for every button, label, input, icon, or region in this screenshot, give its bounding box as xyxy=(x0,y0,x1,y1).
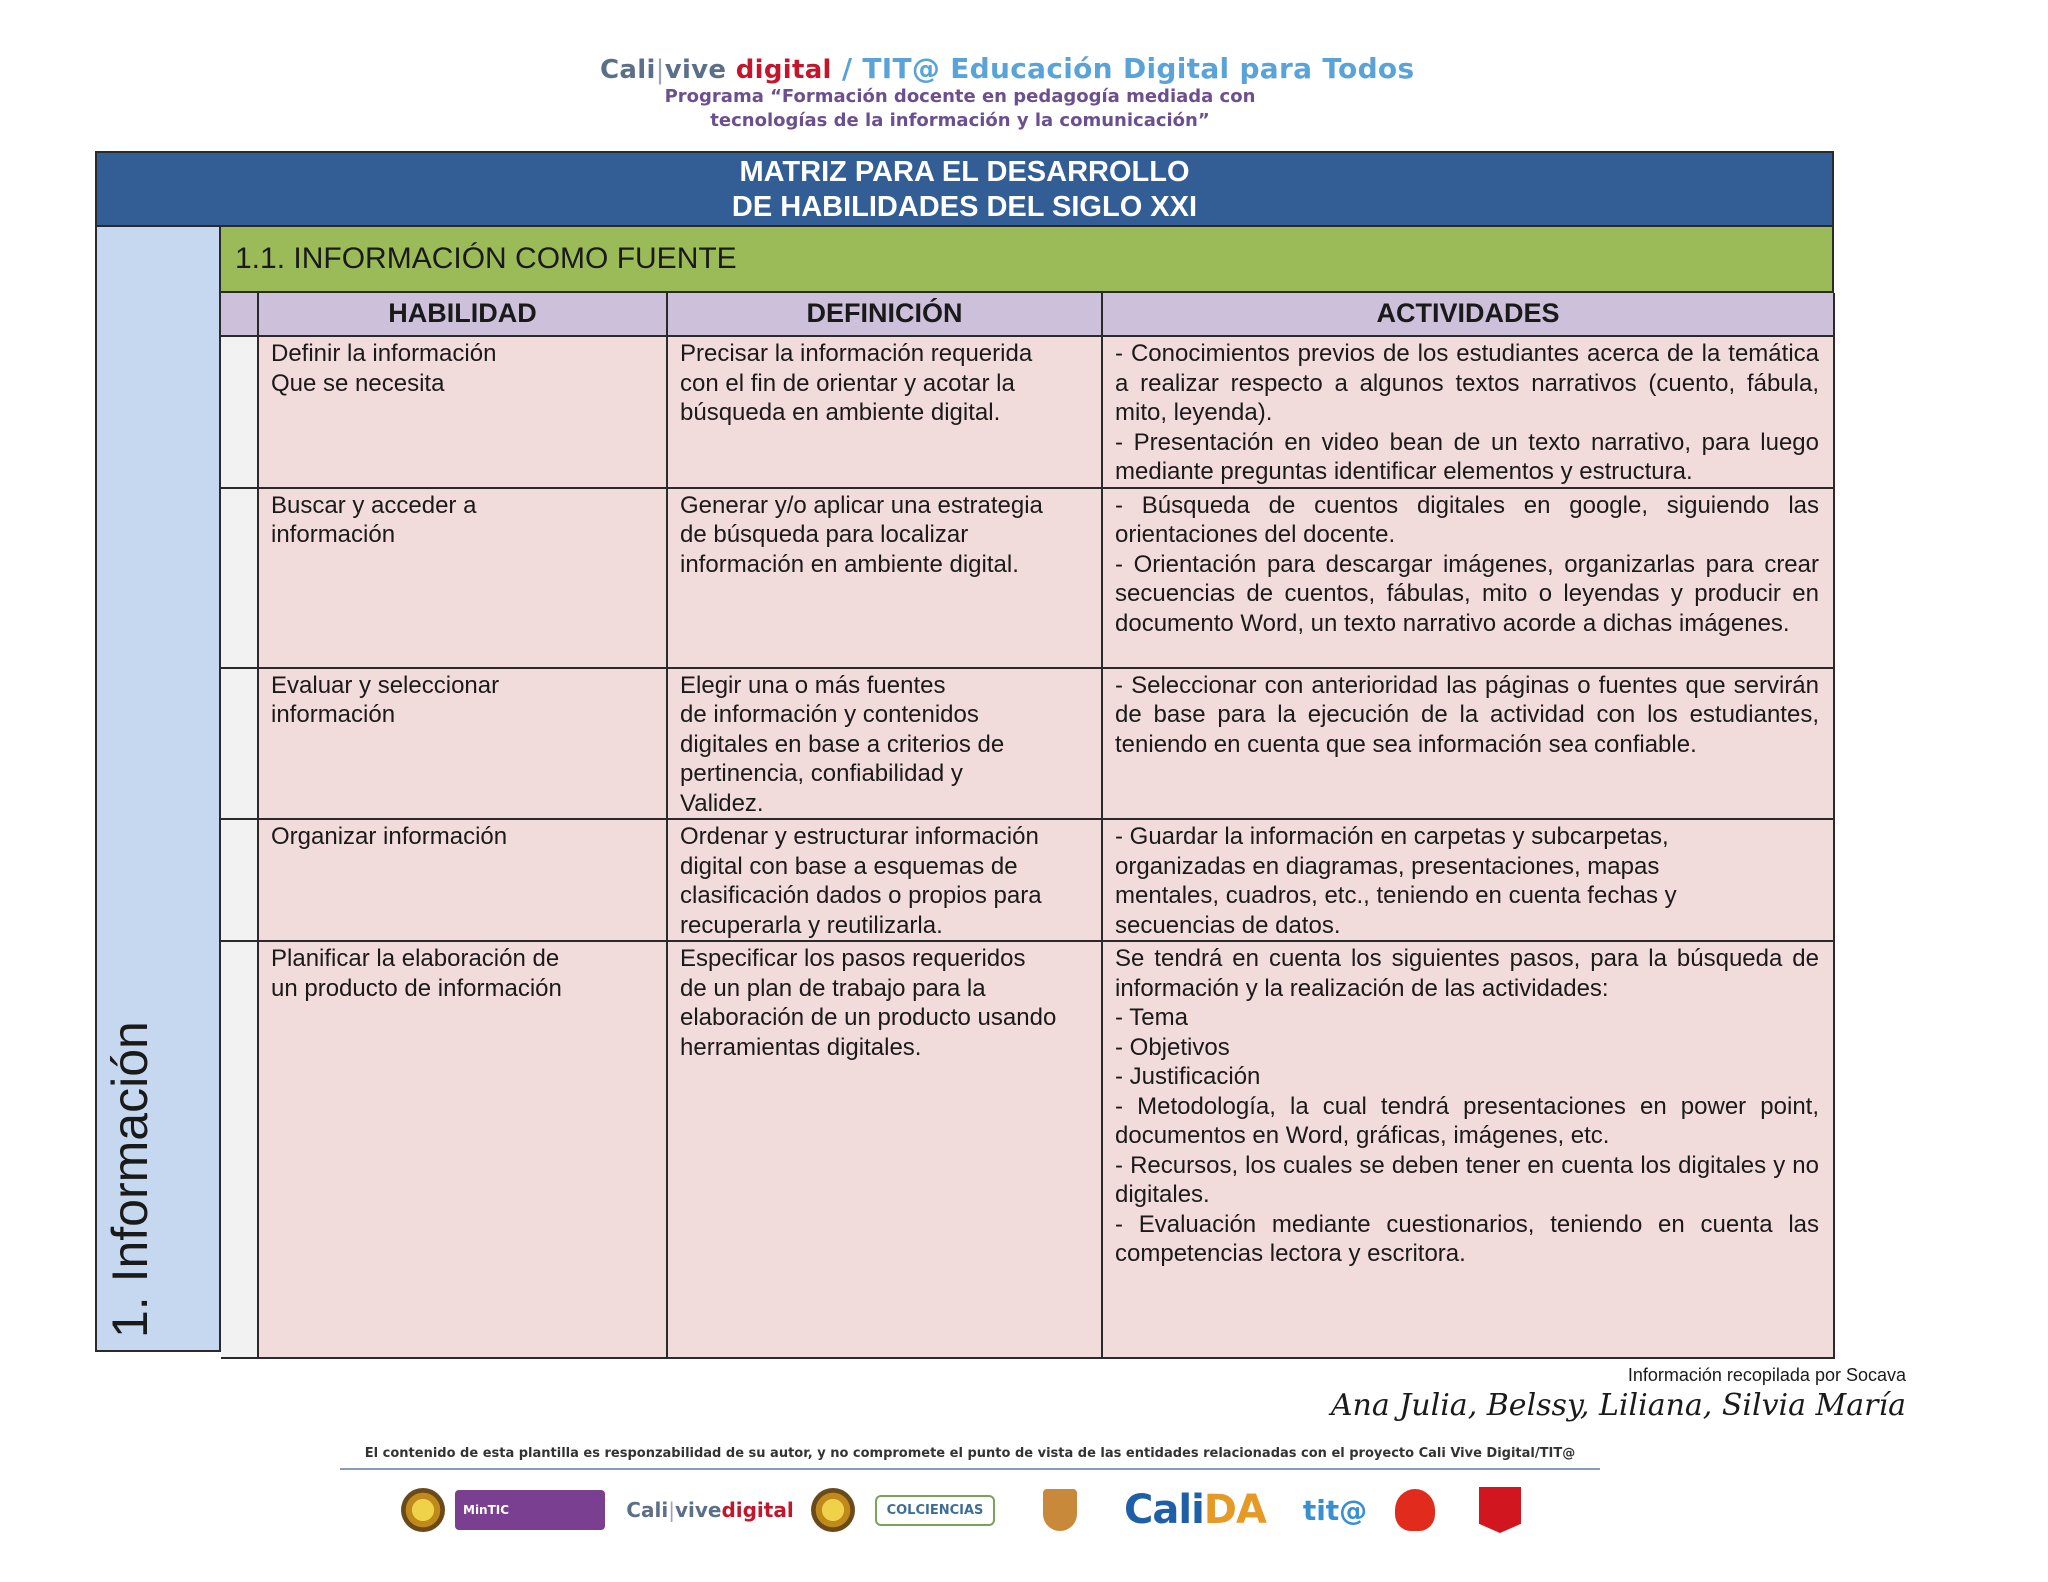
definicion-cell-line: digital con base a esquemas de xyxy=(680,852,1018,880)
table-header-row xyxy=(221,293,1834,336)
definicion-cell-line: herramientas digitales. xyxy=(680,1033,922,1061)
actividades-cell-line: - Búsqueda de cuentos digitales en google, siguiendo las orientaciones del docente. xyxy=(1115,491,1819,548)
section-heading: 1.1. INFORMACIÓN COMO FUENTE xyxy=(221,227,1832,293)
table-row xyxy=(221,941,1834,1358)
actividades-cell xyxy=(1102,819,1834,941)
habilidad-cell-line: Organizar información xyxy=(271,823,508,850)
actividades-cell-line: - Evaluación mediante cuestionarios, teniendo en cuenta las competencias lectora y escritora. xyxy=(1115,1210,1819,1267)
habilidad-cell-line: información xyxy=(271,521,396,548)
program-line-2: tecnologías de la información y la comunicación” xyxy=(710,110,1210,131)
definicion-cell-line: Especificar los pasos requeridos xyxy=(680,945,1026,972)
colciencias-logo xyxy=(860,1480,1010,1540)
definicion-cell-line: de un plan de trabajo para la xyxy=(680,974,986,1002)
actividades-cell-line: mentales, cuadros, etc., teniendo en cuenta fechas y xyxy=(1115,882,1677,909)
table-row xyxy=(221,336,1834,488)
table-row xyxy=(221,668,1834,820)
actividades-cell-line: - Presentación en video bean de un texto narrativo, para luego mediante preguntas identificar elementos y estructura. xyxy=(1115,428,1819,485)
santiago-de-cali-shield-icon xyxy=(1030,1480,1090,1540)
side-category-label: 1. Información xyxy=(102,1021,158,1338)
definicion-cell xyxy=(667,488,1102,668)
column-header-definicion: DEFINICIÓN xyxy=(667,293,1102,336)
brand-digital: digital xyxy=(735,55,832,85)
brand-cali: Cali xyxy=(600,55,656,85)
definicion-cell-line: con el fin de orientar y acotar la xyxy=(680,369,1015,397)
footer-divider xyxy=(340,1468,1600,1470)
habilidad-cell-line: un producto de información xyxy=(271,974,562,1002)
habilidad-cell-line: Planificar la elaboración de xyxy=(271,945,560,972)
header-spacer-cell xyxy=(221,293,258,336)
definicion-cell xyxy=(667,336,1102,488)
table-row xyxy=(221,488,1834,668)
tit-logo xyxy=(1300,1480,1370,1540)
habilidad-cell xyxy=(258,488,667,668)
actividades-cell xyxy=(1102,941,1834,1358)
actividades-cell-line: - Objetivos xyxy=(1115,1033,1230,1061)
definicion-cell-line: Precisar la información requerida xyxy=(680,340,1033,367)
actividades-cell-line: organizadas en diagramas, presentaciones, mapas xyxy=(1115,852,1660,880)
brand-tit: / TIT@ Educación Digital para Todos xyxy=(831,52,1415,85)
actividades-cell xyxy=(1102,336,1834,488)
habilidad-cell xyxy=(258,819,667,941)
definicion-cell-line: Ordenar y estructurar información xyxy=(680,823,1039,850)
definicion-cell-line: Validez. xyxy=(680,789,764,817)
row-spacer-cell xyxy=(221,336,258,488)
authors-signature: Ana Julia, Belssy, Liliana, Silvia María xyxy=(1330,1388,1906,1423)
actividades-cell-line: - Guardar la información en carpetas y subcarpetas, xyxy=(1115,823,1669,850)
actividades-cell-line: secuencias de datos. xyxy=(1115,911,1341,939)
calivive-digital: digital xyxy=(721,1498,794,1522)
matrix-title-line-1: MATRIZ PARA EL DESARROLLO xyxy=(739,156,1190,188)
skills-matrix xyxy=(95,151,1834,1352)
habilidad-cell-line: información xyxy=(271,701,396,728)
definicion-cell-line: digitales en base a criterios de xyxy=(680,730,1005,758)
calida-da: DA xyxy=(1203,1487,1266,1533)
actividades-cell-line: - Seleccionar con anterioridad las páginas o fuentes que servirán de base para la ejecución de la actividad con los estudiantes, teniendo en cuenta que sea información sea confiable. xyxy=(1115,671,1819,758)
footer-disclaimer: El contenido de esta plantilla es responzabilidad de su autor, y no compromete el punto de vista de las entidades relacionadas con el proyecto Cali Vive Digital/TIT@ xyxy=(364,1446,1576,1461)
matrix-title xyxy=(97,153,1832,227)
row-spacer-cell xyxy=(221,488,258,668)
definicion-cell-line: recuperarla y reutilizarla. xyxy=(680,911,943,939)
actividades-cell-line: Se tendrá en cuenta los siguientes pasos, para la búsqueda de información y la realización de las actividades: xyxy=(1115,945,1819,1002)
definicion-cell-line: pertinencia, confiabilidad y xyxy=(680,760,963,787)
habilidad-cell xyxy=(258,941,667,1358)
habilidad-cell xyxy=(258,336,667,488)
calivive-digital-logo xyxy=(625,1480,795,1540)
univalle-logo xyxy=(1475,1480,1525,1540)
program-line-1: Programa “Formación docente en pedagogía mediada con xyxy=(664,86,1256,107)
actividades-cell xyxy=(1102,668,1834,820)
definicion-cell-line: de información y contenidos xyxy=(680,701,979,728)
actividades-cell-line: - Conocimientos previos de los estudiantes acerca de la temática a realizar respecto a algunos textos narrativos (cuento, fábula, mito, leyenda). xyxy=(1115,340,1819,426)
habilidad-cell-line: Definir la información xyxy=(271,340,497,367)
column-header-habilidad: HABILIDAD xyxy=(258,293,667,336)
actividades-cell xyxy=(1102,488,1834,668)
actividades-cell-line: - Orientación para descargar imágenes, organizarlas para crear secuencias de cuentos, fábulas, mito o leyendas y producir en documento Word, un texto narrativo acorde a dichas imágenes. xyxy=(1115,550,1819,637)
definicion-cell xyxy=(667,819,1102,941)
actividades-cell-line: - Recursos, los cuales se deben tener en cuenta los digitales y no digitales. xyxy=(1115,1151,1819,1208)
footer-logos xyxy=(400,1480,1530,1540)
tit-logo-text: tit@ xyxy=(1302,1493,1368,1527)
actividades-cell-line: - Tema xyxy=(1115,1004,1188,1031)
definicion-cell-line: Elegir una o más fuentes xyxy=(680,671,946,699)
row-spacer-cell xyxy=(221,668,258,820)
definicion-cell-line: clasificación dados o propios para xyxy=(680,882,1042,909)
habilidad-cell-line: Evaluar y seleccionar xyxy=(271,671,500,699)
matrix-title-line-2: DE HABILIDADES DEL SIGLO XXI xyxy=(731,191,1198,223)
mintic-logo-text: MinTIC xyxy=(463,1503,510,1517)
emcali-logo xyxy=(1390,1480,1440,1540)
brand-separator: | xyxy=(655,55,665,85)
definicion-cell-line: búsqueda en ambiente digital. xyxy=(680,399,1001,426)
skills-table xyxy=(221,293,1835,1359)
colciencias-logo-text: COLCIENCIAS xyxy=(875,1495,996,1526)
column-header-actividades: ACTIVIDADES xyxy=(1102,293,1834,336)
definicion-cell xyxy=(667,941,1102,1358)
row-spacer-cell xyxy=(221,819,258,941)
side-category-column xyxy=(97,227,221,1350)
calivive-bar: | xyxy=(668,1498,675,1522)
habilidad-cell-line: Buscar y acceder a xyxy=(271,491,477,519)
definicion-cell xyxy=(667,668,1102,820)
calida-cali: Cali xyxy=(1124,1487,1204,1533)
colciencias-seal-icon xyxy=(810,1480,856,1540)
header-branding xyxy=(600,52,1415,133)
brand-vive: vive xyxy=(664,55,736,85)
calivive-cali: Cali xyxy=(626,1498,669,1522)
definicion-cell-line: elaboración de un producto usando xyxy=(680,1004,1057,1031)
definicion-cell-line: Generar y/o aplicar una estrategia xyxy=(680,491,1043,519)
compiled-by-note: Información recopilada por Socava xyxy=(1627,1365,1906,1385)
brand-title xyxy=(600,52,1415,85)
actividades-cell-line: - Metodología, la cual tendrá presentaciones en power point, documentos en Word, gráficas, imágenes, etc. xyxy=(1115,1092,1819,1149)
calida-logo xyxy=(1120,1480,1270,1540)
colombia-seal-icon xyxy=(400,1480,446,1540)
definicion-cell-line: información en ambiente digital. xyxy=(680,550,1019,578)
mintic-logo xyxy=(450,1480,610,1540)
habilidad-cell xyxy=(258,668,667,820)
table-row xyxy=(221,819,1834,941)
actividades-cell-line: - Justificación xyxy=(1115,1063,1261,1090)
row-spacer-cell xyxy=(221,941,258,1358)
definicion-cell-line: de búsqueda para localizar xyxy=(680,521,969,548)
calivive-vive: vive xyxy=(674,1498,722,1522)
habilidad-cell-line: Que se necesita xyxy=(271,369,445,397)
